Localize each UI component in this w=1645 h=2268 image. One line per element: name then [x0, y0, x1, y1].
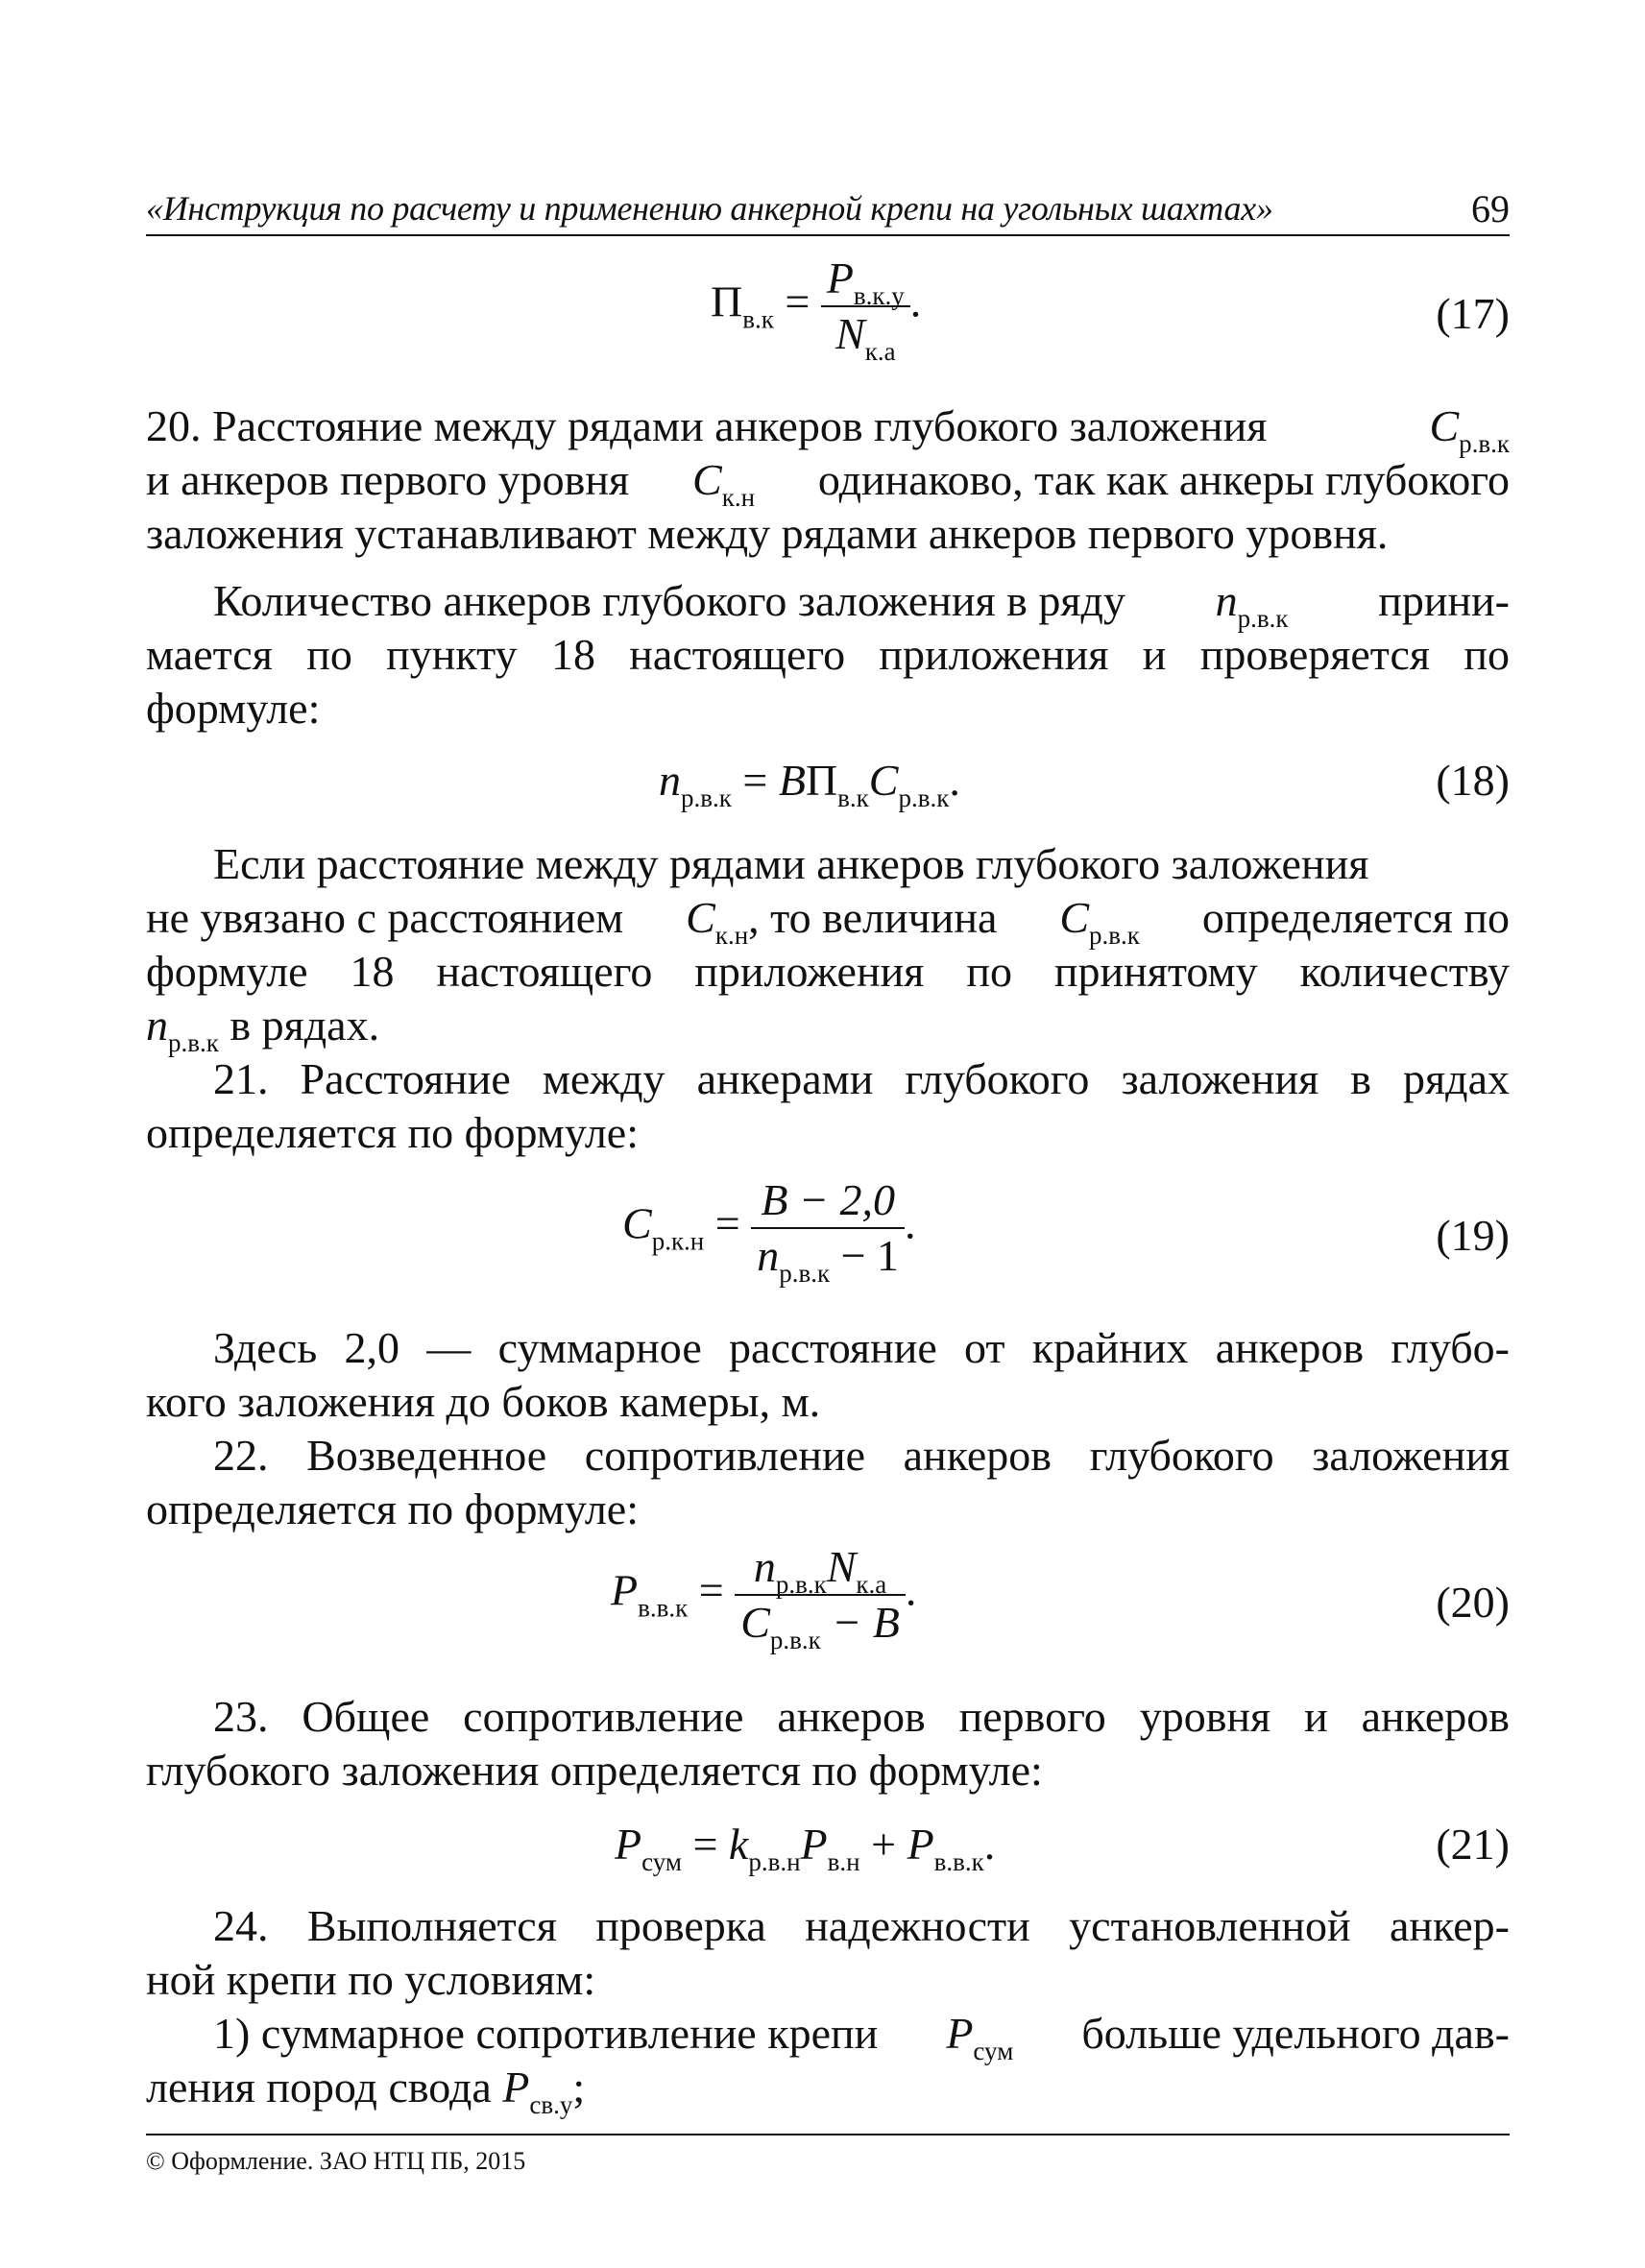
- p20-C1: C: [1429, 401, 1460, 450]
- p20-text-b: и анкеров первого уровня: [146, 455, 630, 504]
- p20b-n: n: [1215, 576, 1238, 625]
- formula-17-den-sub: к.а: [864, 337, 896, 366]
- formula-21-p1-sub: в.н: [827, 1847, 860, 1876]
- footer-copyright: © Оформление. ЗАО НТЦ ПБ, 2015: [146, 2147, 526, 2175]
- formula-18-lhs-sub: р.в.к: [681, 784, 732, 812]
- cond1-P: P: [946, 2009, 974, 2058]
- paragraph-21-line-1: 21. Расстояние между анкерами глубокого заложения в рядах: [213, 1054, 1510, 1103]
- formula-21-p1: P: [800, 1820, 828, 1869]
- formula-21-p2-sub: в.в.к: [933, 1847, 984, 1876]
- formula-18-c: C: [868, 756, 899, 805]
- formula-17-num: P: [826, 253, 854, 302]
- page-number: 69: [1471, 187, 1510, 230]
- formula-20-eq: =: [698, 1565, 724, 1615]
- paragraph-if-line-4: [146, 999, 1510, 1057]
- paragraph-if-line-2: [146, 891, 1510, 950]
- cond1-text-d: ;: [572, 2063, 586, 2111]
- formula-18-b: B: [778, 756, 806, 805]
- paragraph-20-line-3: заложения устанавливают между рядами анкеров первого уровня.: [146, 509, 1389, 558]
- formula-20-end: .: [905, 1565, 917, 1615]
- paragraph-23-line-1: 23. Общее сопротивление анкеров первого уровня и анкеров: [213, 1692, 1510, 1741]
- formula-21-lhs-sub: сум: [641, 1847, 682, 1876]
- formula-17-lhs-sub: в.к: [742, 304, 774, 334]
- p20c-n-sub: р.в.к: [168, 1028, 219, 1057]
- p20c-text-b3: определяется по: [1201, 893, 1510, 942]
- note-line-1: Здесь 2,0 — суммарное расстояние от крайних анкеров глубо-: [213, 1323, 1510, 1372]
- formula-21-plus: +: [871, 1820, 897, 1869]
- p20c-C2: C: [1059, 893, 1090, 942]
- running-header: [146, 184, 1510, 238]
- p20c-C: C: [686, 893, 715, 942]
- formula-19-end: .: [905, 1198, 916, 1248]
- formula-18-c-sub: р.в.к: [898, 784, 950, 812]
- formula-19: [622, 1173, 916, 1288]
- paragraph-22-line-1: 22. Возведенное сопротивление анкеров глубокого заложения: [213, 1431, 1510, 1480]
- condition-1-line-2: [146, 2061, 1510, 2119]
- paragraph-20-line-1: [146, 399, 1510, 458]
- formula-21: [615, 1819, 996, 1876]
- formula-21-k: k: [728, 1820, 749, 1869]
- paragraph-24-line-2: ной крепи по условиям:: [146, 1955, 596, 2004]
- paragraph-20-line-2: [146, 453, 1510, 512]
- cond1-text-c: ления пород свода: [146, 2063, 492, 2111]
- cond1-P2-sub: св.у: [529, 2090, 573, 2119]
- p20-C2: C: [692, 455, 722, 504]
- formula-17-eq: =: [785, 277, 810, 326]
- formula-20-num-n-sub: р.в.к: [775, 1570, 827, 1599]
- p20-text-a: 20. Расстояние между рядами анкеров глубокого заложения: [146, 401, 1268, 450]
- formula-18-p: П: [805, 756, 838, 805]
- formula-17-end: .: [909, 277, 922, 326]
- paragraph-count-line-3: формуле:: [146, 684, 321, 733]
- formula-20-lhs-sub: в.в.к: [638, 1593, 689, 1623]
- p20c-C2-sub: р.в.к: [1089, 921, 1140, 950]
- formula-19-fraction: [751, 1173, 905, 1288]
- formula-17-num-sub: в.к.у: [853, 281, 905, 310]
- p20c-text-b1: не увязано с расстоянием: [146, 893, 624, 942]
- paragraph-23-line-2: глубокого заложения определяется по формуле:: [146, 1746, 1043, 1795]
- p20b-text-a: Количество анкеров глубокого заложения в ряду: [213, 576, 1125, 625]
- p20c-text-d: в рядах.: [230, 1001, 380, 1050]
- formula-18-lhs: n: [659, 756, 681, 805]
- cond1-P-sub: сум: [973, 2037, 1014, 2065]
- paragraph-22-line-2: определяется по формуле:: [146, 1484, 639, 1533]
- condition-1-line-1: [213, 2007, 1510, 2065]
- formula-19-den-rest: − 1: [830, 1231, 900, 1280]
- p20b-text-b: прини-: [1378, 576, 1510, 625]
- note-line-2: кого заложения до боков камеры, м.: [146, 1377, 821, 1426]
- formula-20-lhs: P: [611, 1565, 639, 1615]
- formula-21-lhs: P: [615, 1820, 642, 1869]
- cond1-text-a: 1) суммарное сопротивление крепи: [213, 2009, 879, 2058]
- equation-number-17: (17): [1436, 289, 1510, 338]
- formula-20-den-c-sub: р.в.к: [769, 1626, 821, 1654]
- formula-20-num-N: N: [826, 1542, 857, 1591]
- p20-C2-sub: к.н: [721, 483, 756, 512]
- formula-18-p-sub: в.к: [837, 784, 869, 812]
- paragraph-if-line-1: [213, 837, 1510, 891]
- formula-18-eq: =: [742, 756, 768, 805]
- formula-20-num-n: n: [753, 1542, 776, 1591]
- formula-21-k-sub: р.в.н: [748, 1847, 801, 1876]
- formula-19-num: B − 2,0: [761, 1175, 895, 1224]
- paragraph-if-line-3: формуле 18 настоящего приложения по принятому количеству: [146, 947, 1510, 996]
- formula-20-den-c: C: [740, 1598, 770, 1647]
- p20c-text-b2: , то величина: [748, 893, 998, 942]
- formula-19-den-sub: р.в.к: [779, 1259, 831, 1288]
- formula-19-den-n: n: [757, 1231, 780, 1280]
- header-title: «Инструкция по расчету и применению анкерной крепи на угольных шахтах»: [146, 189, 1273, 228]
- formula-21-eq: =: [692, 1820, 718, 1869]
- formula-21-end: .: [983, 1820, 996, 1869]
- formula-17-lhs: П: [711, 277, 743, 326]
- formula-17: [711, 252, 922, 366]
- paragraph-24-line-1: 24. Выполняется проверка надежности установленной анкер-: [213, 1901, 1510, 1950]
- p20c-n: n: [146, 1001, 168, 1050]
- p20c-C-sub: к.н: [714, 921, 749, 950]
- paragraph-21-line-2: определяется по формуле:: [146, 1108, 639, 1157]
- formula-18: [659, 755, 960, 812]
- formula-17-fraction: [821, 252, 910, 366]
- paragraph-count-line-1: [213, 574, 1510, 633]
- formula-19-lhs-sub: р.к.н: [651, 1226, 705, 1256]
- equation-number-19: (19): [1436, 1211, 1510, 1260]
- formula-18-end: .: [949, 756, 960, 805]
- formula-19-eq: =: [714, 1198, 740, 1248]
- equation-number-21: (21): [1436, 1820, 1510, 1869]
- p20b-n-sub: р.в.к: [1237, 604, 1289, 633]
- formula-20-fraction: [735, 1540, 906, 1654]
- p20c-text-a: Если расстояние между рядами анкеров глубокого заложения: [213, 839, 1369, 888]
- header-rule: [146, 234, 1510, 236]
- formula-17-den: N: [835, 309, 865, 358]
- formula-19-lhs: C: [622, 1198, 652, 1248]
- formula-20: [611, 1540, 917, 1654]
- cond1-P2: P: [502, 2063, 530, 2111]
- p20-text-c: одинаково, так как анкеры глубокого: [817, 455, 1510, 504]
- formula-20-num-N-sub: к.а: [856, 1570, 887, 1599]
- equation-number-20: (20): [1436, 1578, 1510, 1627]
- paragraph-count-line-2: мается по пункту 18 настоящего приложения и проверяется по: [146, 630, 1510, 679]
- cond1-text-b: больше удельного дав-: [1081, 2009, 1510, 2058]
- equation-number-18: (18): [1436, 756, 1510, 805]
- footer-rule: [146, 2134, 1510, 2135]
- formula-20-den-rest: − B: [820, 1598, 900, 1647]
- formula-21-p2: P: [907, 1820, 934, 1869]
- p20-C1-sub: р.в.к: [1459, 429, 1510, 458]
